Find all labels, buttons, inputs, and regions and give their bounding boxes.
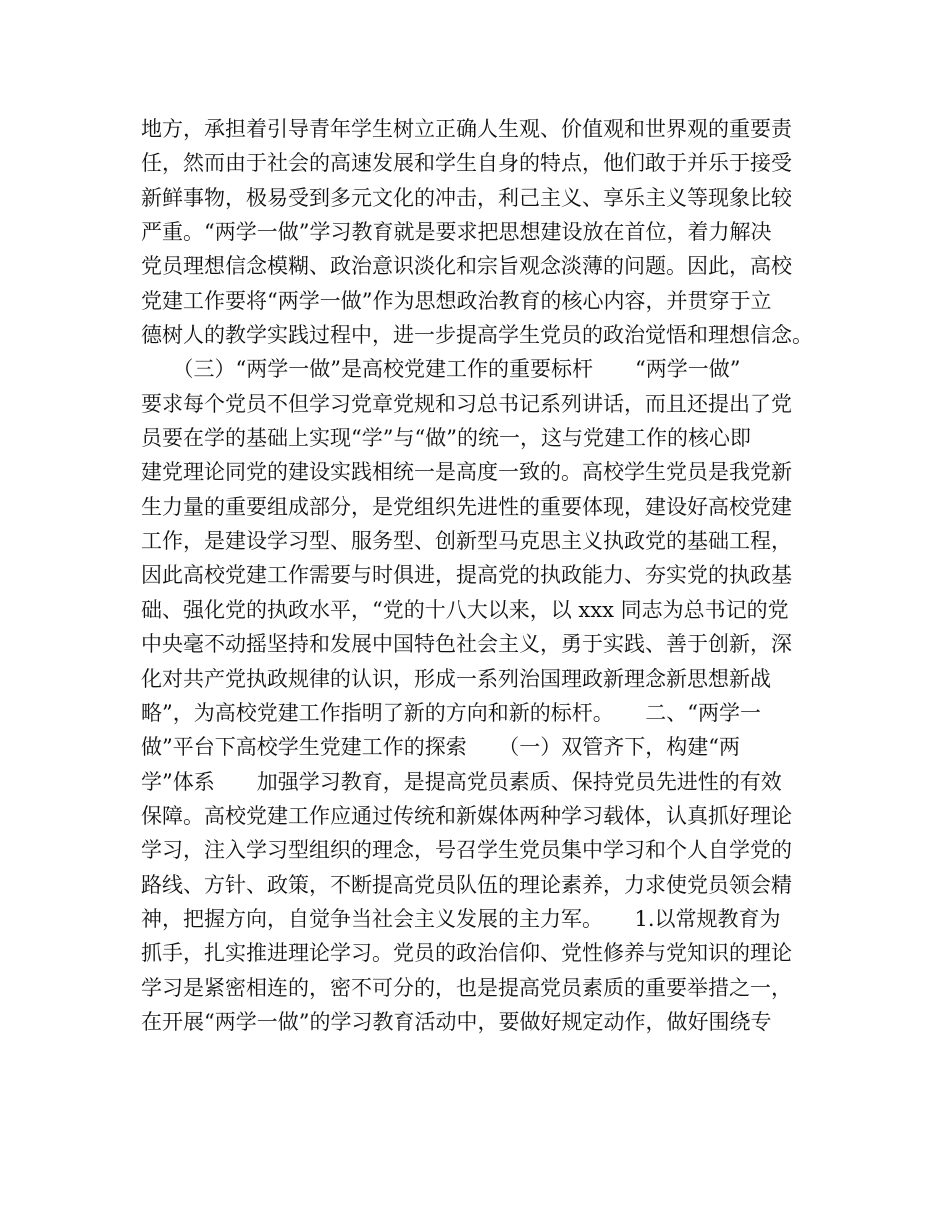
text-line: 中央毫不动摇坚持和发展中国特色社会主义，勇于实践、善于创新，深	[141, 632, 792, 657]
text-line: 神，把握方向，自觉争当社会主义发展的主力军。 1.以常规教育为	[141, 906, 781, 931]
text-line: 员要在学的基础上实现“学”与“做”的统一，这与党建工作的核心即	[141, 426, 751, 451]
text-line: 做”平台下高校学生党建工作的探索 （一）双管齐下，构建“两	[141, 735, 740, 760]
text-line: 任，然而由于社会的高速发展和学生自身的特点，他们敢于并乐于接受	[141, 151, 792, 176]
text-line: 要求每个党员不但学习党章党规和习总书记系列讲话，而且还提出了党	[141, 391, 792, 416]
text-line: 党员理想信念模糊、政治意识淡化和宗旨观念淡薄的问题。因此，高校	[141, 254, 792, 279]
text-line: 学习，注入学习型组织的理念，号召学生党员集中学习和个人自学党的	[141, 838, 792, 863]
text-line: 党建工作要将“两学一做”作为思想政治教育的核心内容，并贯穿于立	[141, 288, 772, 313]
text-line: 化对共产党执政规律的认识，形成一系列治国理政新理念新思想新战	[141, 666, 771, 691]
text-line: 建党理论同党的建设实践相统一是高度一致的。高校学生党员是我党新	[141, 460, 792, 485]
text-line: 生力量的重要组成部分，是党组织先进性的重要体现，建设好高校党建	[141, 494, 792, 519]
text-line: （三）“两学一做”是高校党建工作的重要标杆 “两学一做”	[141, 357, 741, 382]
body-text	[141, 112, 821, 1039]
text-line: 因此高校党建工作需要与时俱进，提高党的执政能力、夯实党的执政基	[141, 563, 792, 588]
text-line: 新鲜事物，极易受到多元文化的冲击，利己主义、享乐主义等现象比较	[141, 185, 792, 210]
text-line: 地方，承担着引导青年学生树立正确人生观、价值观和世界观的重要责	[141, 117, 792, 141]
text-line: 抓手，扎实推进理论学习。党员的政治信仰、党性修养与党知识的理论	[141, 941, 792, 966]
text-line: 在开展“两学一做”的学习教育活动中，要做好规定动作，做好围绕专	[141, 1009, 772, 1034]
text-line: 略”，为高校党建工作指明了新的方向和新的标杆。 二、“两学一	[141, 700, 761, 725]
text-line: 础、强化党的执政水平，“党的十八大以来，以 xxx 同志为总书记的党	[141, 597, 789, 622]
text-line: 学习是紧密相连的，密不可分的，也是提高党员素质的重要举措之一，	[141, 975, 792, 1000]
text-line: 德树人的教学实践过程中，进一步提高学生党员的政治觉悟和理想信念。	[141, 323, 813, 348]
text-line: 严重。“两学一做”学习教育就是要求把思想建设放在首位，着力解决	[141, 220, 772, 245]
text-line: 保障。高校党建工作应通过传统和新媒体两种学习载体，认真抓好理论	[141, 803, 792, 828]
text-line: 学”体系 加强学习教育，是提高党员素质、保持党员先进性的有效	[141, 769, 782, 794]
text-line: 工作，是建设学习型、服务型、创新型马克思主义执政党的基础工程，	[141, 529, 792, 554]
text-line: 路线、方针、政策，不断提高党员队伍的理论素养，力求使党员领会精	[141, 872, 792, 897]
